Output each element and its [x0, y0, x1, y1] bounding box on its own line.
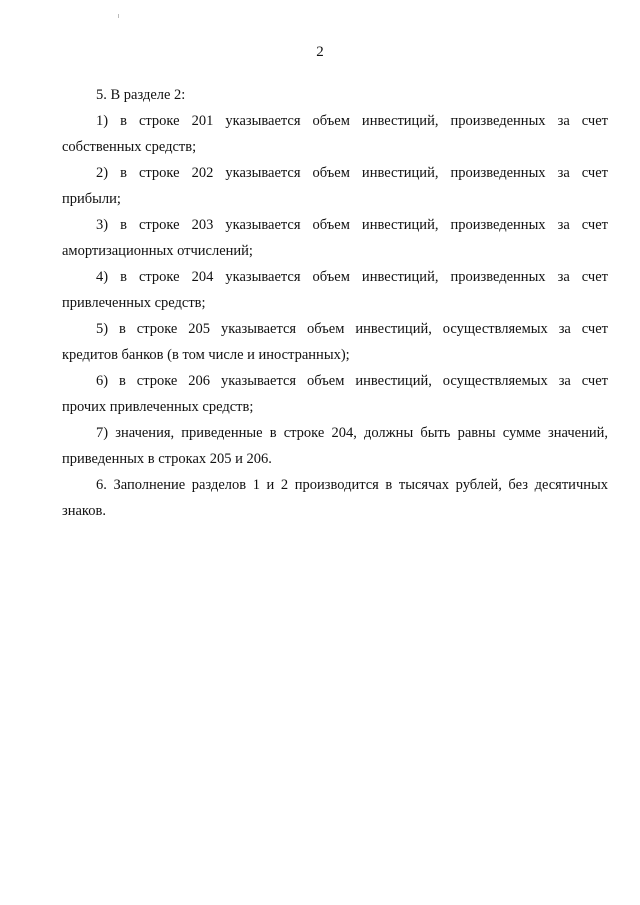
section-paragraph [62, 472, 608, 524]
list-item [62, 212, 608, 264]
list-item-continuation: привлеченных средств; [62, 295, 206, 311]
list-item-continuation: кредитов банков (в том числе и иностранных); [62, 347, 350, 363]
list-item-continuation: приведенных в строках 205 и 206. [62, 451, 272, 467]
list-item-continuation: амортизационных отчислений; [62, 243, 253, 259]
scan-artifact-mark [118, 14, 119, 18]
list-item-line: 1) в строке 201 указывается объем инвестиций, произведенных за счет [96, 113, 608, 129]
page-number: 2 [316, 44, 324, 60]
list-item [62, 420, 608, 472]
list-item [62, 160, 608, 212]
list-item-continuation: прочих привлеченных средств; [62, 399, 254, 415]
list-item [62, 316, 608, 368]
paragraph-line: 6. Заполнение разделов 1 и 2 производится в тысячах рублей, без десятичных [96, 477, 608, 493]
list-item-line: 2) в строке 202 указывается объем инвестиций, произведенных за счет [96, 165, 608, 181]
list-item-line: 7) значения, приведенные в строке 204, должны быть равны сумме значений, [96, 425, 608, 441]
list-item-line: 5) в строке 205 указывается объем инвестиций, осуществляемых за счет [96, 321, 608, 337]
list-item [62, 264, 608, 316]
list-item [62, 108, 608, 160]
list-item-continuation: прибыли; [62, 191, 121, 207]
list-item-continuation: собственных средств; [62, 139, 197, 155]
paragraph-continuation: знаков. [62, 503, 106, 519]
list-item-line: 3) в строке 203 указывается объем инвестиций, произведенных за счет [96, 217, 608, 233]
list-item-line: 4) в строке 204 указывается объем инвестиций, произведенных за счет [96, 269, 608, 285]
list-item [62, 368, 608, 420]
section-heading: 5. В разделе 2: [96, 87, 186, 103]
list-item-line: 6) в строке 206 указывается объем инвестиций, осуществляемых за счет [96, 373, 608, 389]
document-body [62, 82, 608, 524]
